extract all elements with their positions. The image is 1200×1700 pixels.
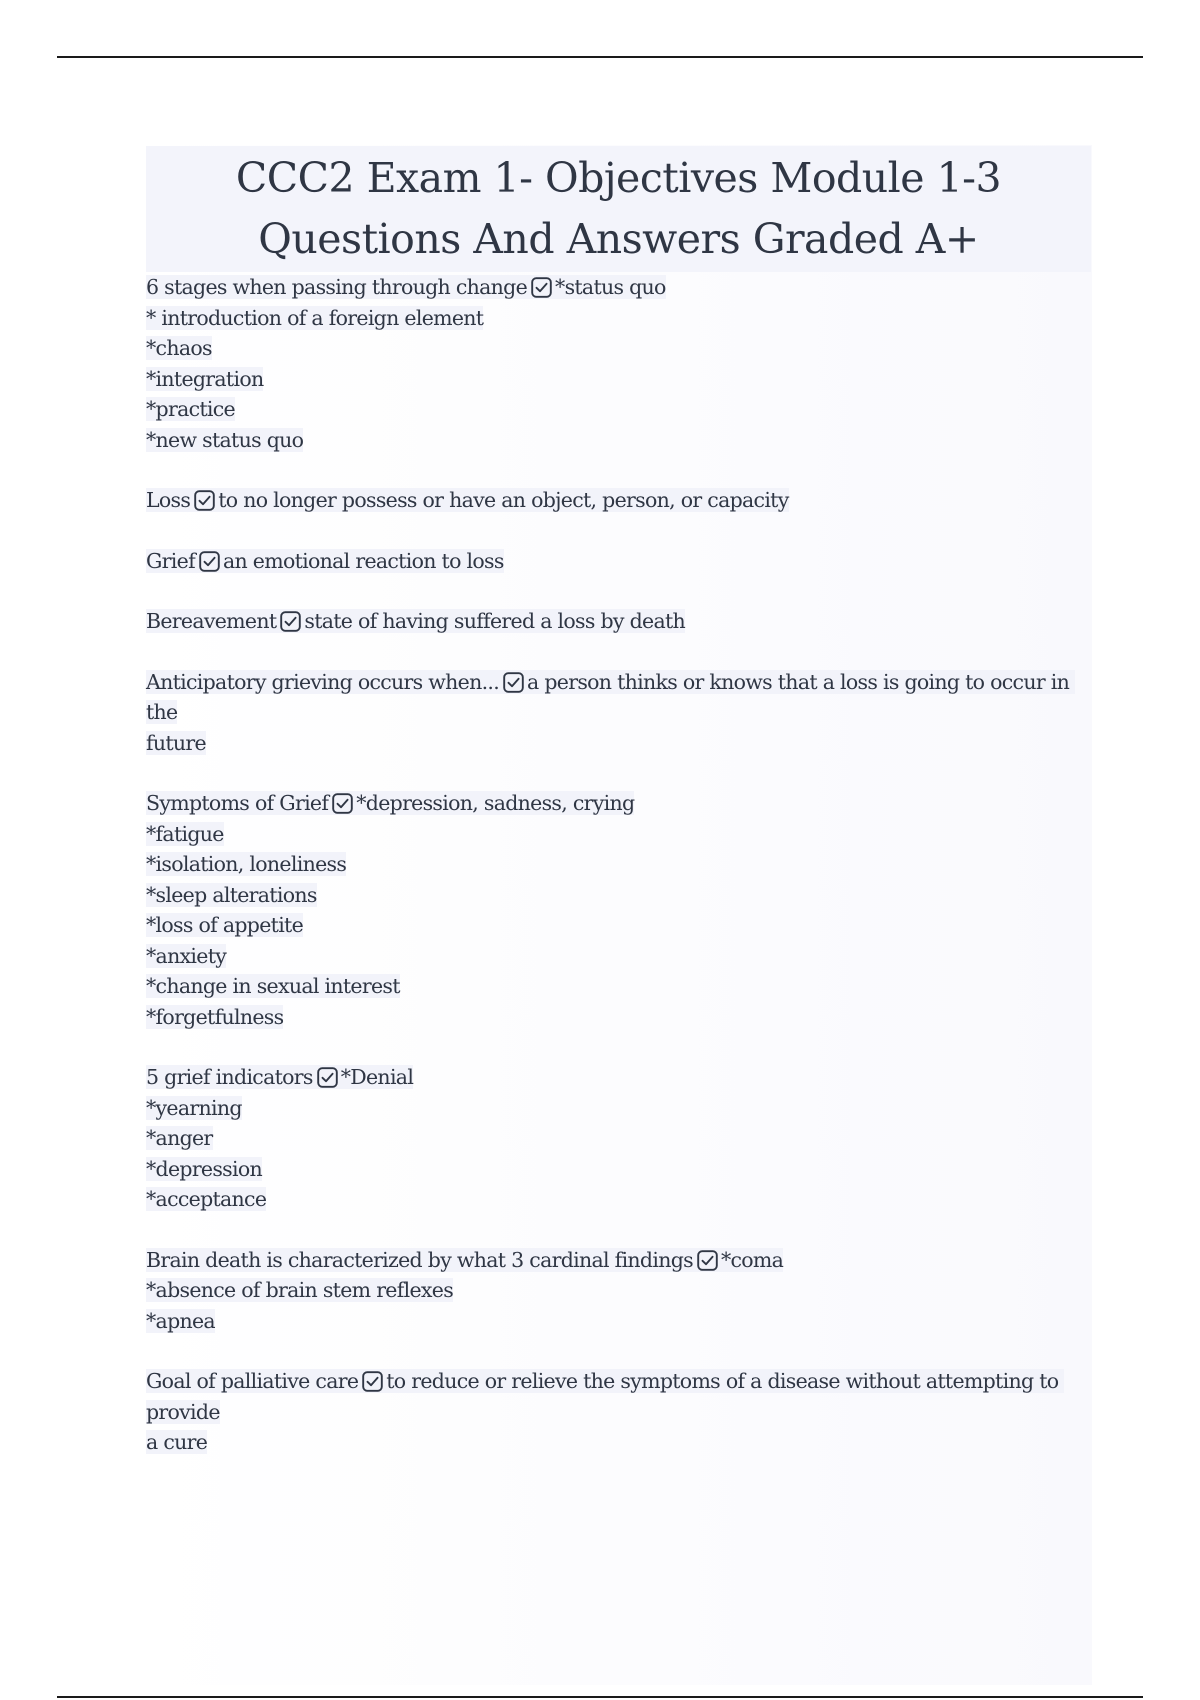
checkbox-checked-icon (194, 490, 215, 511)
answer-text: a person thinks or knows that a loss is going to occur in the (146, 669, 1075, 724)
qa-highlight (146, 488, 789, 512)
answer-continuation-text: *anger (146, 1126, 213, 1150)
qa-first-line (146, 272, 1091, 303)
answer-text: to reduce or relieve the symptoms of a disease without attempting to provide (146, 1369, 1065, 1424)
qa-item (146, 667, 1091, 759)
answer-continuation-line (146, 819, 1091, 850)
answer-continuation-text: *anxiety (146, 943, 227, 968)
question-text: Goal of palliative care (146, 1369, 359, 1393)
checkbox-checked-icon (199, 551, 220, 572)
qa-list (146, 272, 1091, 1458)
answer-continuation-text: *acceptance (146, 1187, 267, 1211)
question-text: Bereavement (146, 609, 277, 633)
answer-continuation-text: * introduction of a foreign element (146, 305, 484, 330)
answer-text: *Denial (340, 1065, 414, 1089)
qa-item (146, 546, 1091, 577)
answer-continuation-line (146, 1184, 1091, 1215)
answer-continuation-text: *isolation, loneliness (146, 852, 347, 876)
answer-text: state of having suffered a loss by death (304, 609, 686, 633)
answer-continuation-text: a cure (146, 1430, 208, 1454)
answer-continuation-line (146, 1123, 1091, 1154)
top-rule (57, 56, 1143, 58)
answer-continuation-line (146, 1275, 1091, 1306)
answer-continuation-text: *forgetfulness (146, 1004, 284, 1029)
answer-continuation-line (146, 849, 1091, 880)
answer-continuation-text: *fatigue (146, 821, 224, 846)
answer-continuation-text: *yearning (146, 1095, 242, 1120)
answer-text: *coma (720, 1247, 784, 1272)
answer-continuation-line (146, 303, 1091, 334)
qa-highlight (146, 791, 634, 815)
question-text: Symptoms of Grief (146, 791, 329, 815)
qa-highlight (146, 1248, 783, 1272)
checkbox-checked-icon (317, 1067, 338, 1088)
answer-continuation-text: *practice (146, 397, 235, 421)
answer-continuation-line (146, 364, 1091, 395)
question-text: Loss (146, 488, 191, 512)
answer-text: *status quo (555, 275, 666, 299)
qa-first-line (146, 546, 1091, 577)
answer-continuation-line (146, 1306, 1091, 1337)
answer-continuation-text: *chaos (146, 336, 212, 360)
qa-item (146, 788, 1091, 1032)
qa-item (146, 1366, 1091, 1458)
checkbox-checked-icon (332, 793, 353, 814)
answer-continuation-line (146, 1002, 1091, 1033)
answer-continuation-text: *integration (146, 366, 264, 391)
answer-continuation-line (146, 394, 1091, 425)
checkbox-checked-icon (280, 611, 301, 632)
qa-item (146, 606, 1091, 637)
qa-highlight (146, 275, 666, 299)
qa-first-line (146, 485, 1091, 516)
question-text: Brain death is characterized by what 3 cardinal findings (146, 1247, 693, 1272)
answer-continuation-text: *change in sexual interest (146, 974, 400, 998)
answer-continuation-line (146, 1093, 1091, 1124)
checkbox-checked-icon (362, 1371, 383, 1392)
answer-continuation-text: *new status quo (146, 427, 304, 452)
question-text: 6 stages when passing through change (146, 275, 528, 299)
qa-highlight (146, 609, 685, 633)
qa-first-line (146, 788, 1091, 819)
answer-continuation-line (146, 971, 1091, 1002)
answer-continuation-text: future (146, 730, 206, 755)
bottom-rule (57, 1696, 1143, 1698)
qa-item (146, 1062, 1091, 1215)
qa-highlight (146, 1369, 1064, 1424)
qa-first-line (146, 667, 1091, 728)
answer-continuation-text: *depression (146, 1156, 263, 1181)
qa-item (146, 272, 1091, 455)
qa-highlight (146, 1065, 413, 1089)
qa-first-line (146, 1245, 1091, 1276)
answer-continuation-line (146, 1154, 1091, 1185)
qa-item (146, 485, 1091, 516)
qa-first-line (146, 1366, 1091, 1427)
checkbox-checked-icon (531, 277, 552, 298)
answer-text: an emotional reaction to loss (222, 548, 504, 573)
answer-continuation-line (146, 1427, 1091, 1458)
answer-continuation-line (146, 880, 1091, 911)
answer-continuation-line (146, 728, 1091, 759)
answer-continuation-line (146, 425, 1091, 456)
answer-continuation-line (146, 941, 1091, 972)
answer-continuation-text: *sleep alterations (146, 882, 317, 907)
document-body (146, 146, 1091, 1458)
answer-continuation-text: *absence of brain stem reflexes (146, 1278, 454, 1302)
qa-item (146, 1245, 1091, 1337)
answer-text: to no longer possess or have an object, person, or capacity (218, 488, 789, 512)
question-text: Grief (146, 548, 195, 573)
answer-continuation-text: *loss of appetite (146, 913, 304, 937)
qa-highlight (146, 670, 1075, 725)
checkbox-checked-icon (697, 1250, 718, 1271)
answer-continuation-text: *apnea (146, 1308, 215, 1333)
question-text: 5 grief indicators (146, 1065, 313, 1089)
document-title: CCC2 Exam 1- Objectives Module 1-3 Questions And Answers Graded A+ (146, 146, 1091, 272)
qa-first-line (146, 606, 1091, 637)
answer-continuation-line (146, 910, 1091, 941)
checkbox-checked-icon (503, 672, 524, 693)
qa-highlight (146, 549, 504, 573)
answer-continuation-line (146, 333, 1091, 364)
answer-text: *depression, sadness, crying (356, 791, 635, 815)
question-text: Anticipatory grieving occurs when... (146, 669, 500, 694)
qa-first-line (146, 1062, 1091, 1093)
